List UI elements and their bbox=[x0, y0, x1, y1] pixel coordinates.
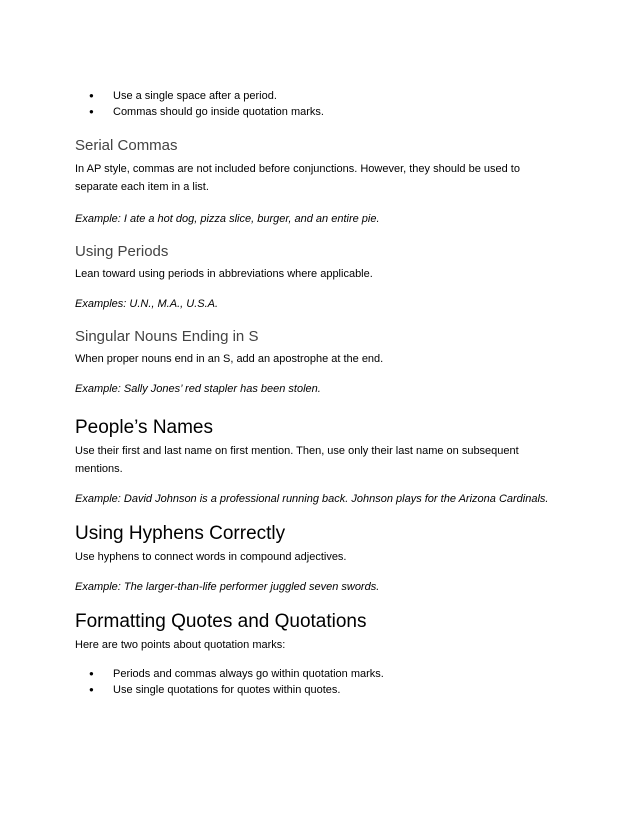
quotes-bullet-list bbox=[75, 666, 555, 698]
section-heading-hyphens: Using Hyphens Correctly bbox=[75, 523, 286, 544]
section-body-peoples-names: Use their first and last name on first mention. Then, use only their last name on subsequent mentions. bbox=[75, 445, 519, 475]
section-heading-serial-commas: Serial Commas bbox=[75, 137, 178, 154]
section-body-hyphens: Use hyphens to connect words in compound adjectives. bbox=[75, 551, 347, 563]
section-example-singular-nouns: Example: Sally Jones’ red stapler has been stolen. bbox=[75, 383, 321, 395]
section-body-quotes: Here are two points about quotation marks: bbox=[75, 639, 286, 651]
bullet-icon: ● bbox=[89, 669, 94, 678]
section-body-using-periods: Lean toward using periods in abbreviations where applicable. bbox=[75, 268, 373, 280]
list-item-text: Commas should go inside quotation marks. bbox=[113, 106, 324, 118]
top-bullet-list bbox=[75, 88, 555, 120]
section-heading-quotes: Formatting Quotes and Quotations bbox=[75, 611, 367, 632]
list-item bbox=[89, 682, 555, 698]
list-item bbox=[89, 104, 555, 120]
section-example-using-periods: Examples: U.N., M.A., U.S.A. bbox=[75, 298, 219, 310]
section-heading-peoples-names: People’s Names bbox=[75, 417, 214, 438]
bullet-icon: ● bbox=[89, 685, 94, 694]
section-example-peoples-names: Example: David Johnson is a professional running back. Johnson plays for the Arizona Cardinals. bbox=[75, 493, 549, 505]
section-heading-using-periods: Using Periods bbox=[75, 243, 169, 260]
list-item bbox=[89, 88, 555, 104]
list-item bbox=[89, 666, 555, 682]
section-heading-singular-nouns: Singular Nouns Ending in S bbox=[75, 328, 259, 345]
section-example-hyphens: Example: The larger-than-life performer juggled seven swords. bbox=[75, 581, 380, 593]
bullet-icon: ● bbox=[89, 91, 94, 100]
document-content bbox=[75, 88, 555, 698]
section-body-singular-nouns: When proper nouns end in an S, add an apostrophe at the end. bbox=[75, 353, 384, 365]
section-example-serial-commas: Example: I ate a hot dog, pizza slice, burger, and an entire pie. bbox=[75, 213, 380, 225]
bullet-icon: ● bbox=[89, 107, 94, 116]
list-item-text: Use single quotations for quotes within quotes. bbox=[113, 684, 341, 696]
list-item-text: Periods and commas always go within quotation marks. bbox=[113, 668, 384, 680]
section-body-serial-commas: In AP style, commas are not included before conjunctions. However, they should be used to separate each item in a list. bbox=[75, 163, 520, 193]
list-item-text: Use a single space after a period. bbox=[113, 90, 277, 102]
